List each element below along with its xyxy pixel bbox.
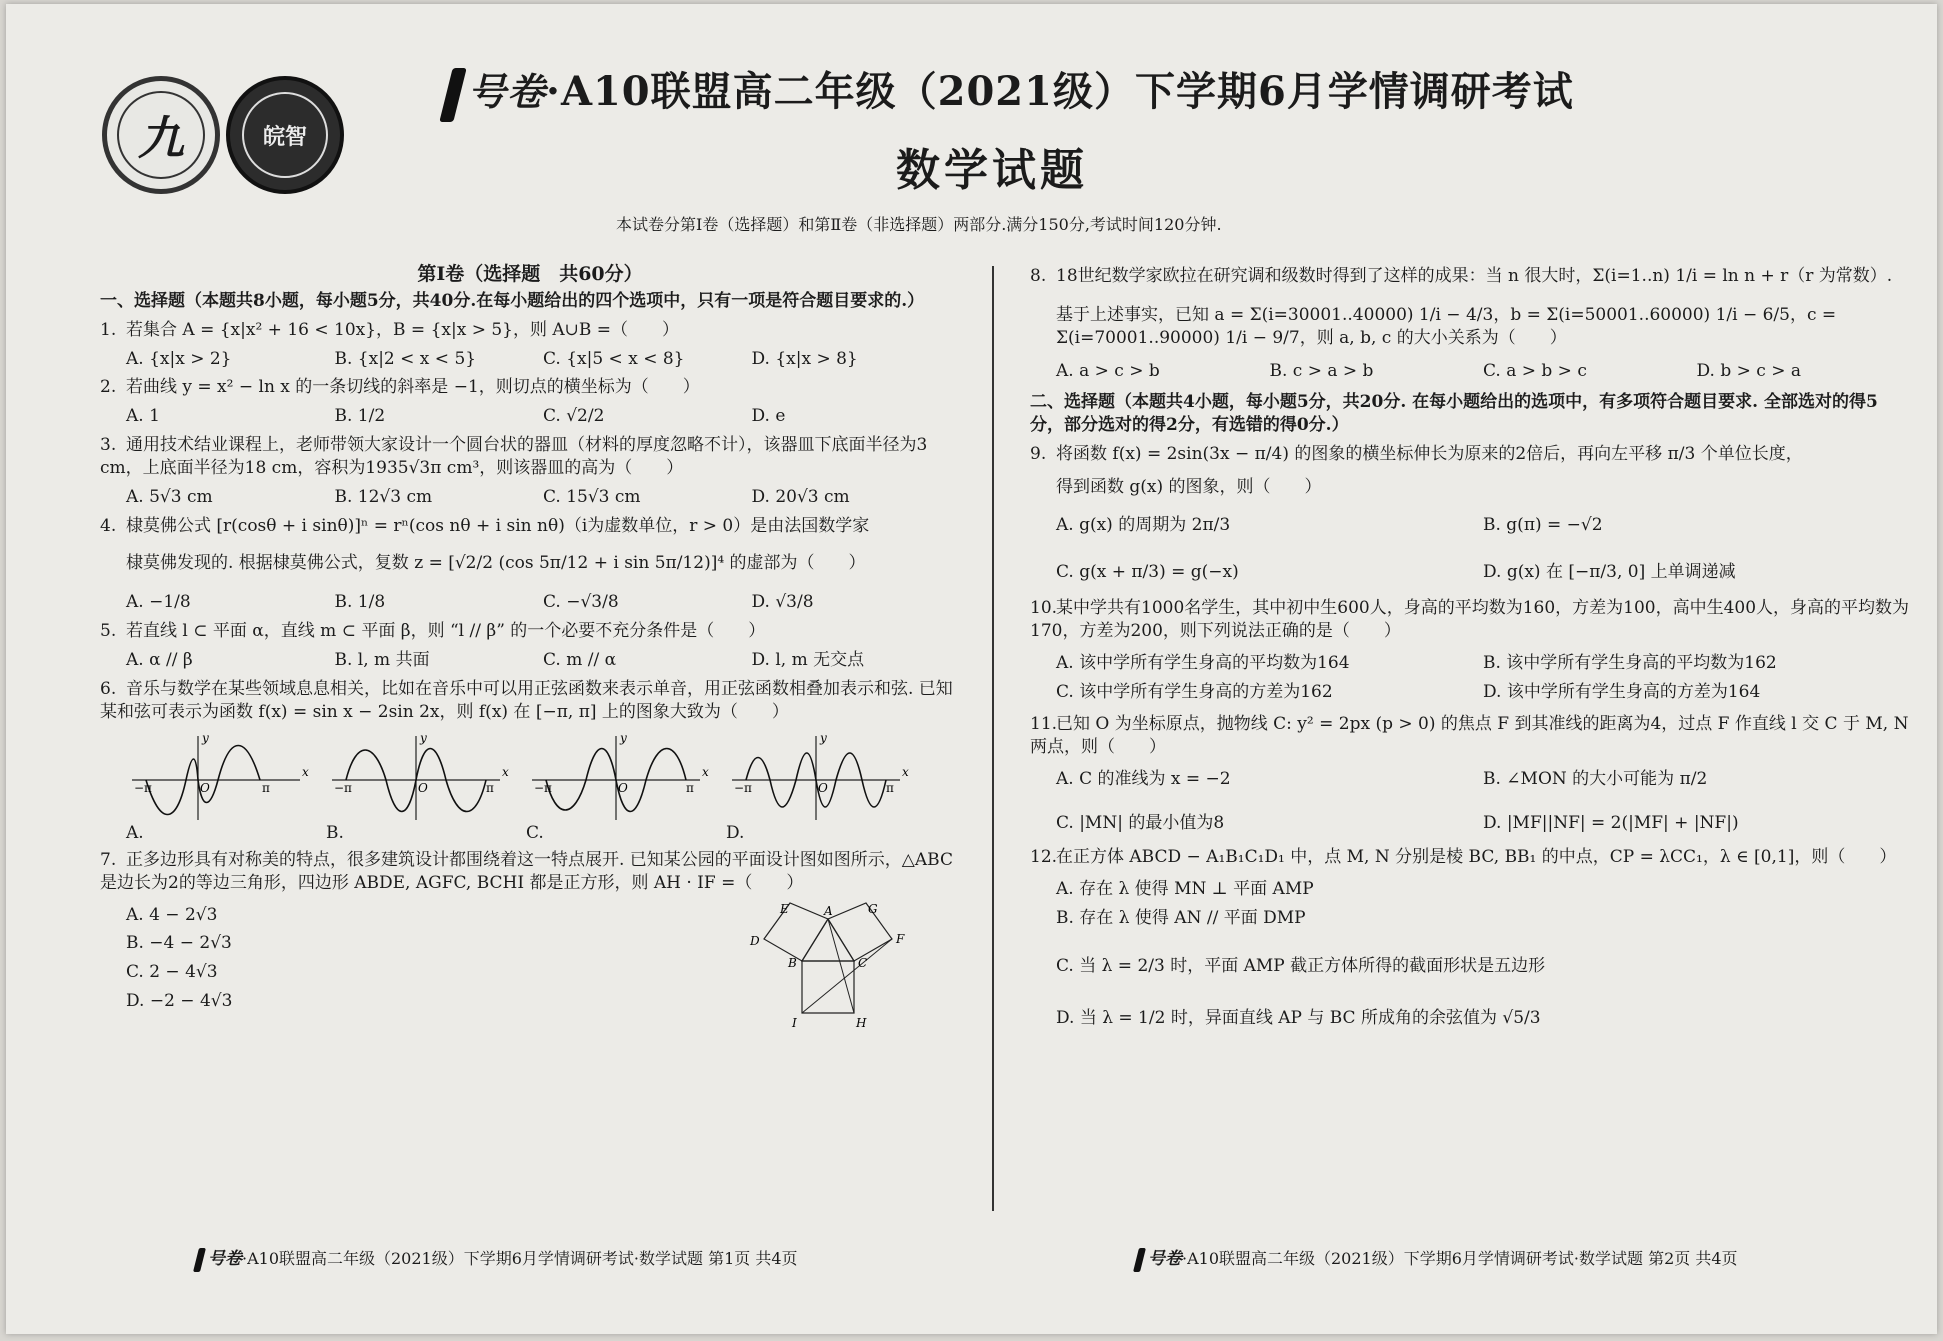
option-b[interactable]: B. 存在 λ 使得 AN // 平面 DMP xyxy=(1056,907,1306,928)
question-number: 8. xyxy=(1030,266,1047,286)
fig-label-e: E xyxy=(780,901,789,916)
exam-title-text: ·A10联盟高二年级（2021级）下学期6月学情调研考试 xyxy=(546,68,1574,115)
option-c[interactable]: C. g(x + π/3) = g(−x) xyxy=(1056,562,1239,583)
footer-text: ·A10联盟高二年级（2021级）下学期6月学情调研考试·数学试题 第1页 共4页 xyxy=(242,1249,798,1268)
question-1-options xyxy=(100,348,960,371)
alliance-logo xyxy=(102,76,220,194)
option-a[interactable]: A. α // β xyxy=(126,649,193,670)
brand-name: 号卷 xyxy=(468,69,547,114)
brand-stroke-icon xyxy=(193,1248,206,1272)
option-b[interactable]: B. c > a > b xyxy=(1269,360,1374,381)
question-number: 7. xyxy=(100,849,117,870)
question-number: 12. xyxy=(1030,846,1058,867)
axis-x-label: x xyxy=(502,764,509,779)
question-number: 3. xyxy=(100,435,117,456)
option-c[interactable]: C. −√3/8 xyxy=(543,592,619,613)
option-b[interactable]: B. l, m 共面 xyxy=(334,649,430,670)
question-text: 若直线 l ⊂ 平面 α，直线 m ⊂ 平面 β，则 “l // β” 的一个必要不充分条件是（ ） xyxy=(126,620,766,641)
fig-label-g: G xyxy=(868,901,878,916)
pi-label: π xyxy=(686,780,694,795)
fig-label-c: C xyxy=(858,955,868,970)
question-text: 某中学共有1000名学生，其中初中生600人，身高的平均数为160，方差为100，高中生400人，身高的平均数为170，方差为200，则下列说法正确的是（ ） xyxy=(1030,598,1910,642)
option-a[interactable]: A. g(x) 的周期为 2π/3 xyxy=(1056,514,1231,535)
option-c[interactable]: C. 2 − 4√3 xyxy=(126,962,218,983)
option-d[interactable]: D. l, m 无交点 xyxy=(751,649,865,670)
question-text: 在正方体 ABCD − A₁B₁C₁D₁ 中，点 M, N 分别是棱 BC, BB₁ 的中点，CP = λCC₁，λ ∈ [0,1]，则（ ） xyxy=(1056,846,1897,867)
option-d[interactable]: D. b > c > a xyxy=(1696,360,1801,381)
question-4-options xyxy=(100,591,960,614)
graph-option-b[interactable] xyxy=(326,730,526,845)
right-column xyxy=(1030,262,1910,1039)
question-6-graphs xyxy=(100,730,960,845)
question-8-continued: 基于上述事实，已知 a = Σ(i=30001..40000) 1/i − 4/3，b = Σ(i=50001..60000) 1/i − 6/5，c = Σ(i=70001..90000) 1/i − 9/7，则 a, b, c 的大小关系为（ ） xyxy=(1056,304,1837,348)
graph-a xyxy=(126,730,309,822)
option-c[interactable]: C. 当 λ = 2/3 时，平面 AMP 截正方体所得的截面形状是五边形 xyxy=(1056,955,1546,976)
question-number: 9. xyxy=(1030,443,1047,464)
question-number: 1. xyxy=(100,319,117,340)
graph-label: D. xyxy=(726,822,745,843)
option-d[interactable]: D. −2 − 4√3 xyxy=(126,991,233,1012)
column-divider xyxy=(992,266,994,1211)
question-7 xyxy=(100,849,960,895)
neg-pi-label: −π xyxy=(334,780,352,795)
question-8 xyxy=(1030,265,1910,288)
exam-title xyxy=(446,60,1574,122)
question-5 xyxy=(100,620,960,643)
option-a[interactable]: A. 5√3 cm xyxy=(126,487,213,508)
option-b[interactable]: B. −4 − 2√3 xyxy=(126,933,232,954)
question-4-continued: 棣莫佛发现的. 根据棣莫佛公式，复数 z = [√2/2 (cos 5π/12 + i sin 5π/12)]⁴ 的虚部为（ ） xyxy=(126,553,866,574)
exam-intro: 本试卷分第Ⅰ卷（选择题）和第Ⅱ卷（非选择题）两部分.满分150分,考试时间120分钟. xyxy=(616,215,1222,234)
fig-label-h: H xyxy=(856,1015,867,1030)
question-8-options xyxy=(1030,360,1910,383)
pi-label: π xyxy=(486,780,494,795)
question-number: 5. xyxy=(100,620,117,641)
alliance-logo-mark: 九 xyxy=(117,91,205,179)
question-12 xyxy=(1030,846,1910,869)
subject-title: 数学试题 xyxy=(896,145,1088,196)
option-b[interactable]: B. 1/2 xyxy=(334,406,386,427)
fig-label-b: B xyxy=(788,955,797,970)
option-d[interactable]: D. 该中学所有学生身高的方差为164 xyxy=(1483,682,1761,703)
park-design-figure xyxy=(740,903,930,1035)
question-7-block xyxy=(100,849,960,1030)
graph-c xyxy=(526,730,709,822)
option-c[interactable]: C. |MN| 的最小值为8 xyxy=(1056,812,1225,833)
graph-d xyxy=(726,730,909,822)
question-number: 2. xyxy=(100,377,117,398)
question-2 xyxy=(100,376,960,399)
origin-label: O xyxy=(818,780,828,795)
option-a[interactable]: A. 1 xyxy=(126,406,160,427)
graph-label: B. xyxy=(326,822,344,843)
option-c[interactable]: C. √2/2 xyxy=(543,406,605,427)
option-c[interactable]: C. 该中学所有学生身高的方差为162 xyxy=(1056,682,1333,703)
option-c[interactable]: C. m // α xyxy=(543,649,617,670)
section-one-heading: 一、选择题（本题共8小题，每小题5分，共40分.在每小题给出的四个选项中，只有一项是符合题目要求的.） xyxy=(100,290,925,311)
question-number: 6. xyxy=(100,678,117,699)
option-d[interactable]: D. 当 λ = 1/2 时，异面直线 AP 与 BC 所成角的余弦值为 √5/3 xyxy=(1056,1007,1541,1028)
neg-pi-label: −π xyxy=(534,780,552,795)
graph-option-d[interactable] xyxy=(726,730,926,845)
question-number: 10. xyxy=(1030,598,1058,619)
footer-text: ·A10联盟高二年级（2021级）下学期6月学情调研考试·数学试题 第2页 共4页 xyxy=(1182,1249,1738,1268)
question-1 xyxy=(100,319,960,342)
question-6 xyxy=(100,678,960,724)
pi-label: π xyxy=(262,780,270,795)
question-text: 正多边形具有对称美的特点，很多建筑设计都围绕着这一特点展开. 已知某公园的平面设计图如图所示，△ABC 是边长为2的等边三角形，四边形 ABDE, AGFC, BCHI 都是正方形，则 AH · IF =（ ） xyxy=(100,849,953,893)
question-number: 11. xyxy=(1030,714,1058,735)
question-text: 通用技术结业课程上，老师带领大家设计一个圆台状的器皿（材料的厚度忽略不计），该器皿下底面半径为3 cm，上底面半径为18 cm，容积为1935√3π cm³，则该器皿的高为（ ） xyxy=(100,435,928,479)
option-a[interactable]: A. −1/8 xyxy=(126,592,191,613)
wanzhi-logo-mark: 皖智 xyxy=(242,92,328,178)
brand-stroke-icon xyxy=(1133,1248,1146,1272)
graph-label: A. xyxy=(126,822,144,843)
option-a[interactable]: A. 4 − 2√3 xyxy=(126,904,218,925)
question-text: 18世纪数学家欧拉在研究调和级数时得到了这样的成果：当 n 很大时，Σ(i=1..n) 1/i = ln n + r（r 为常数）. xyxy=(1056,266,1893,286)
fig-label-a: A xyxy=(824,903,833,918)
question-text: 若集合 A = {x|x² + 16 < 10x}，B = {x|x > 5}，则 A∪B =（ ） xyxy=(126,319,680,340)
question-text: 棣莫佛公式 [r(cosθ + i sinθ)]ⁿ = rⁿ(cos nθ + i sin nθ)（i为虚数单位，r > 0）是由法国数学家 xyxy=(126,516,870,537)
footer-page-1 xyxy=(196,1244,798,1272)
neg-pi-label: −π xyxy=(734,780,752,795)
option-b[interactable]: B. {x|2 < x < 5} xyxy=(334,348,477,369)
footer-page-2 xyxy=(1136,1244,1738,1272)
question-12-options xyxy=(1030,875,1910,1033)
question-number: 4. xyxy=(100,516,117,537)
exam-paper xyxy=(6,4,1937,1334)
exam-header xyxy=(6,4,1937,254)
question-9-continued: 得到函数 g(x) 的图象，则（ ） xyxy=(1056,476,1322,497)
wanzhi-education-logo xyxy=(226,76,344,194)
option-d[interactable]: D. {x|x > 8} xyxy=(751,348,858,369)
option-b[interactable]: B. ∠MON 的大小可能为 π/2 xyxy=(1483,769,1708,789)
option-b[interactable]: B. g(π) = −√2 xyxy=(1483,514,1603,535)
option-d[interactable]: D. √3/8 xyxy=(751,592,814,613)
axis-y-label: y xyxy=(420,730,427,745)
option-c[interactable]: C. 15√3 cm xyxy=(543,487,641,508)
axis-y-label: y xyxy=(620,730,627,745)
footer-brand: 号卷 xyxy=(208,1249,242,1269)
question-text: 已知 O 为坐标原点，抛物线 C: y² = 2px (p > 0) 的焦点 F 到其准线的距离为4，过点 F 作直线 l 交 C 于 M, N 两点，则（ ） xyxy=(1030,714,1909,758)
graph-option-a[interactable] xyxy=(126,730,326,845)
origin-label: O xyxy=(200,780,210,795)
section-two-heading: 二、选择题（本题共4小题，每小题5分，共20分. 在每小题给出的选项中，有多项符合题目要求. 全部选对的得5分，部分选对的得2分，有选错的得0分.） xyxy=(1030,391,1878,435)
option-a[interactable]: A. {x|x > 2} xyxy=(126,348,232,369)
option-b[interactable]: B. 12√3 cm xyxy=(334,487,433,508)
axis-x-label: x xyxy=(702,764,709,779)
option-a[interactable]: A. C 的准线为 x = −2 xyxy=(1056,769,1231,789)
question-2-options xyxy=(100,405,960,428)
option-a[interactable]: A. 该中学所有学生身高的平均数为164 xyxy=(1056,653,1350,674)
fig-label-i: I xyxy=(792,1015,797,1030)
fig-label-d: D xyxy=(750,933,760,948)
option-b[interactable]: B. 1/8 xyxy=(334,592,386,613)
question-text: 将函数 f(x) = 2sin(3x − π/4) 的图象的横坐标伸长为原来的2倍后，再向左平移 π/3 个单位长度， xyxy=(1056,443,1803,464)
part-one-title: 第Ⅰ卷（选择题 共60分） xyxy=(417,263,643,285)
origin-label: O xyxy=(418,780,428,795)
axis-y-label: y xyxy=(820,730,827,745)
option-d[interactable]: D. e xyxy=(751,406,786,427)
question-3-options xyxy=(100,486,960,509)
axis-x-label: x xyxy=(302,764,309,779)
pi-label: π xyxy=(886,780,894,795)
question-7-options xyxy=(100,901,660,1017)
option-c[interactable]: C. a > b > c xyxy=(1483,360,1587,381)
option-c[interactable]: C. {x|5 < x < 8} xyxy=(543,348,685,369)
question-9-options xyxy=(1030,511,1910,588)
graph-option-c[interactable] xyxy=(526,730,726,845)
question-9 xyxy=(1030,443,1910,466)
left-column xyxy=(100,262,960,1030)
question-4 xyxy=(100,515,960,538)
brand-stroke-icon xyxy=(439,68,466,122)
graph-b xyxy=(326,730,509,822)
graph-label: C. xyxy=(526,822,544,843)
question-text: 若曲线 y = x² − ln x 的一条切线的斜率是 −1，则切点的横坐标为（ ） xyxy=(126,377,700,398)
question-11 xyxy=(1030,713,1910,759)
fig-label-f: F xyxy=(896,931,905,946)
option-b[interactable]: B. 该中学所有学生身高的平均数为162 xyxy=(1483,653,1777,674)
question-text: 音乐与数学在某些领域息息相关，比如在音乐中可以用正弦函数来表示单音，用正弦函数相叠加表示和弦. 已知某和弦可表示为函数 f(x) = sin x − 2sin 2x，则 f(x) 在 [−π, π] 上的图象大致为（ ） xyxy=(100,678,953,722)
option-a[interactable]: A. a > c > b xyxy=(1056,360,1160,381)
footer-brand: 号卷 xyxy=(1148,1249,1182,1269)
question-11-options xyxy=(1030,765,1910,838)
neg-pi-label: −π xyxy=(134,780,152,795)
question-3 xyxy=(100,434,960,480)
option-d[interactable]: D. |MF||NF| = 2(|MF| + |NF|) xyxy=(1483,812,1739,833)
question-5-options xyxy=(100,649,960,672)
option-d[interactable]: D. 20√3 cm xyxy=(751,487,850,508)
origin-label: O xyxy=(618,780,628,795)
option-d[interactable]: D. g(x) 在 [−π/3, 0] 上单调递减 xyxy=(1483,562,1736,583)
axis-x-label: x xyxy=(902,764,909,779)
question-10-options xyxy=(1030,649,1910,707)
option-a[interactable]: A. 存在 λ 使得 MN ⊥ 平面 AMP xyxy=(1056,878,1314,899)
axis-y-label: y xyxy=(202,730,209,745)
question-10 xyxy=(1030,597,1910,643)
